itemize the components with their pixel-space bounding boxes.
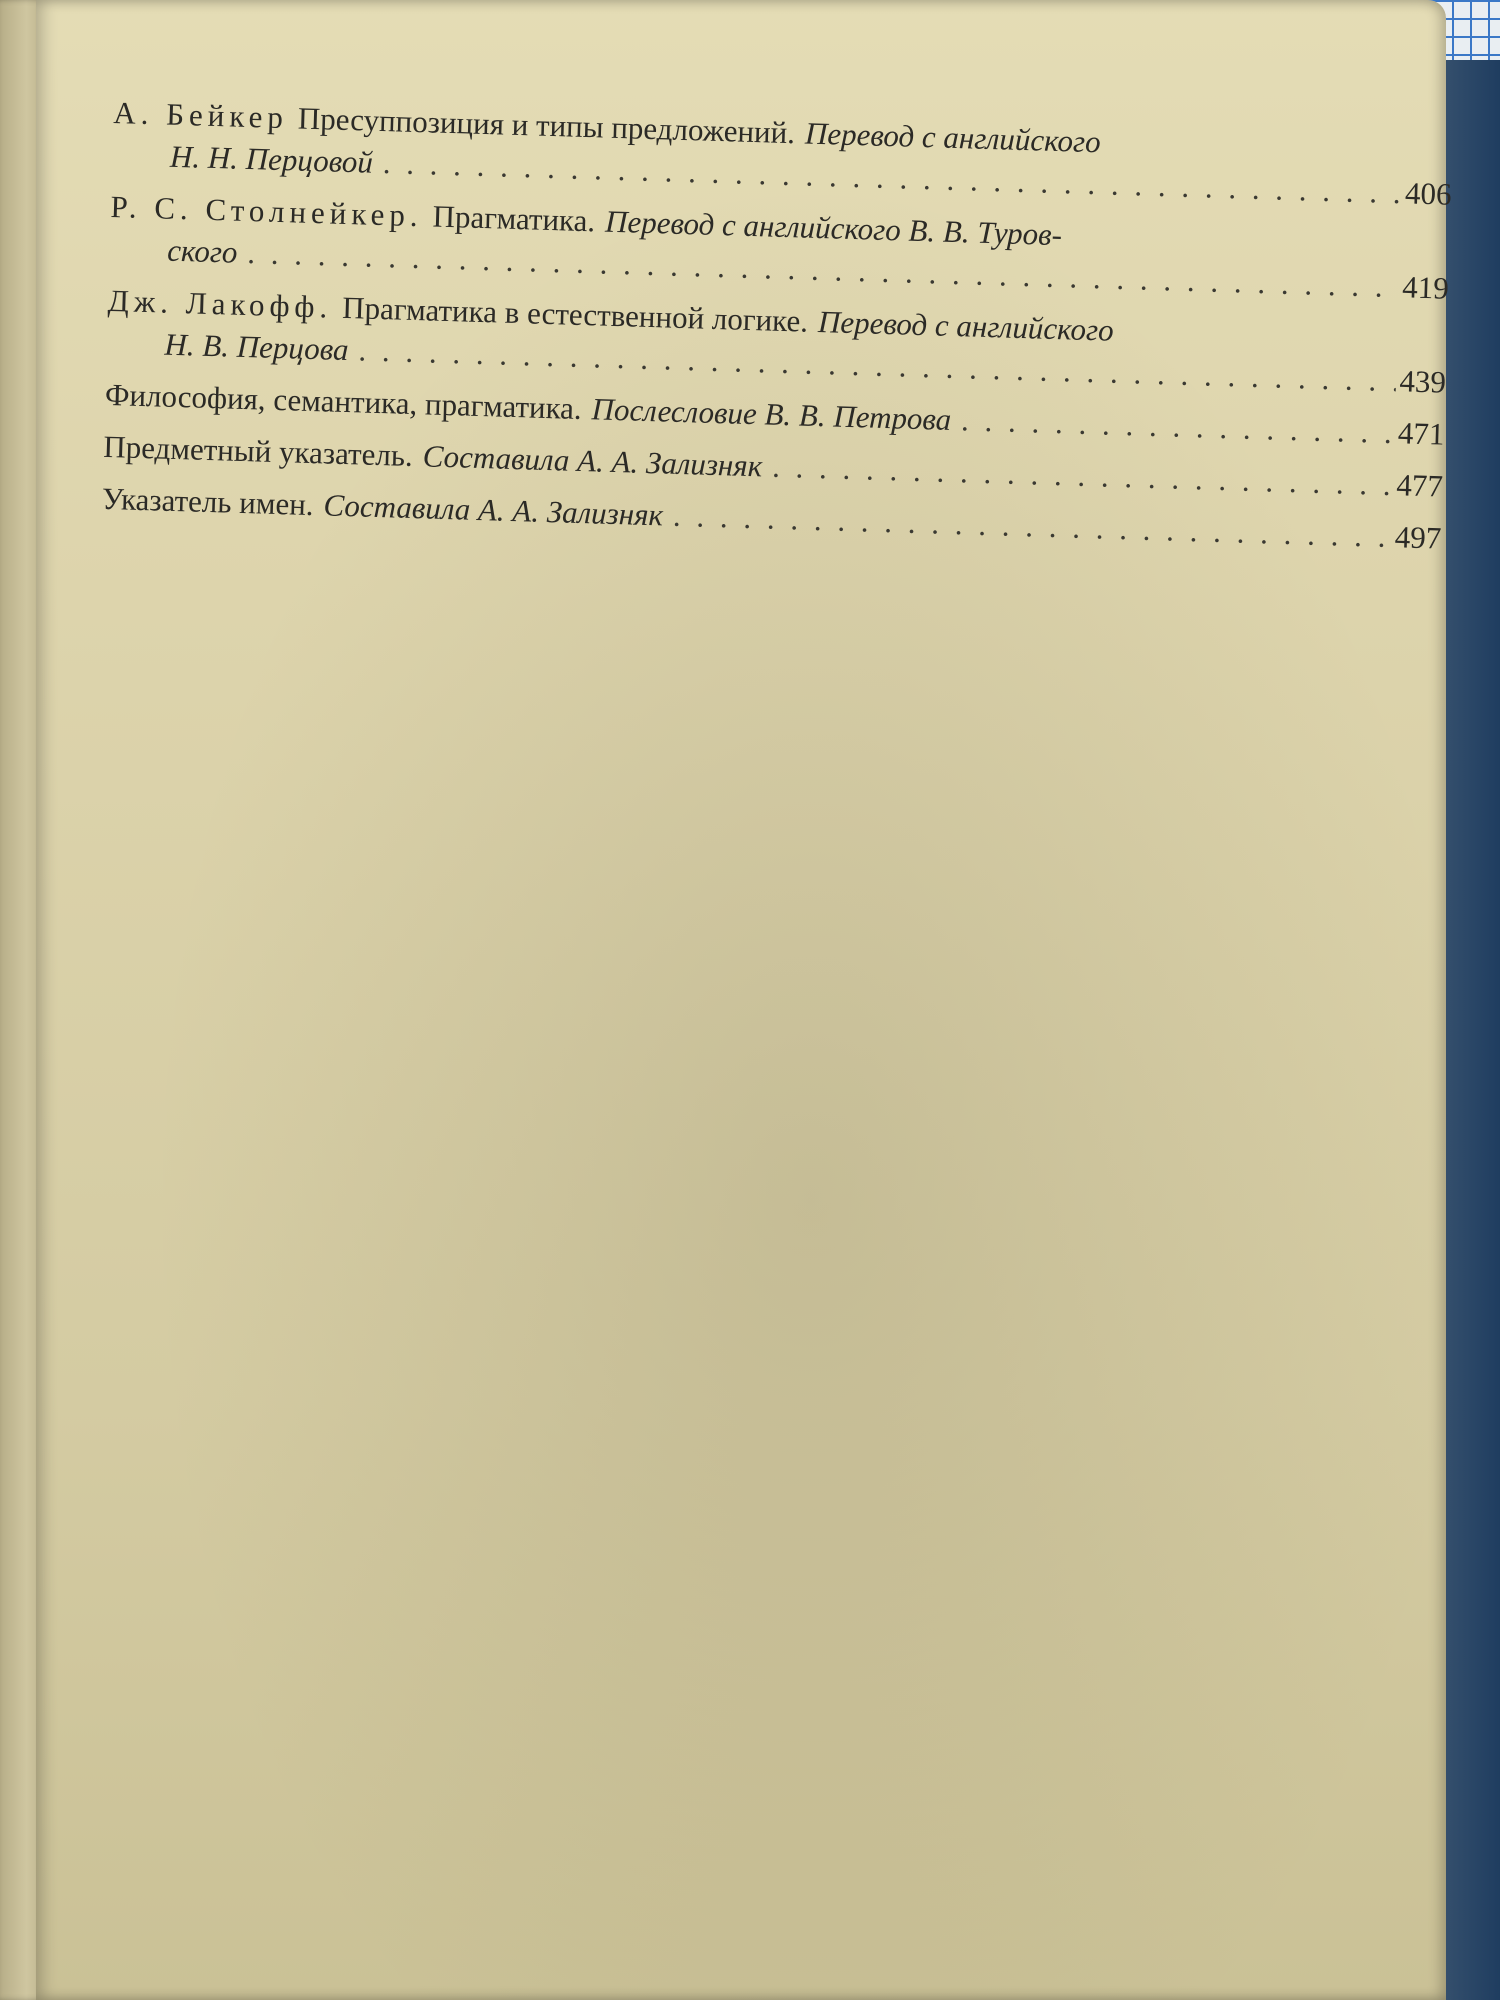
entry-page-number: 477 <box>1395 467 1444 504</box>
entry-note: Составила А. А. Зализняк <box>422 438 763 484</box>
entry-page-number: 439 <box>1398 363 1447 400</box>
entry-page-number: 471 <box>1397 415 1445 452</box>
entry-translator: Н. Н. Перцовой <box>169 138 374 180</box>
entry-title: Прагматика. <box>432 198 596 239</box>
table-of-contents <box>101 92 1453 570</box>
entry-title: Пресуппозиция и типы предложений. <box>297 100 796 151</box>
entry-title: Указатель имен. <box>101 480 315 523</box>
entry-page-number: 419 <box>1401 269 1450 306</box>
entry-translation-note: Перевод с английского В. В. Туров- <box>604 203 1063 253</box>
entry-note: Составила А. А. Зализняк <box>323 487 664 533</box>
entry-author: Р. С. Столнейкер. <box>110 188 424 234</box>
entry-author: А. Бейкер <box>112 94 289 136</box>
entry-translator: ского <box>166 232 239 270</box>
entry-title: Прагматика в естественной логике. <box>341 289 809 339</box>
book-page <box>36 0 1453 2000</box>
entry-title: Философия, семантика, прагматика. <box>104 376 583 427</box>
entry-translation-note: Перевод с английского <box>804 115 1102 160</box>
entry-author: Дж. Лакофф. <box>107 282 333 325</box>
entry-translator: Н. В. Перцова <box>164 326 350 368</box>
dot-leader <box>951 399 1395 454</box>
entry-note: Послесловие В. В. Петрова <box>591 391 952 437</box>
entry-title: Предметный указатель. <box>102 428 414 474</box>
entry-page-number: 406 <box>1404 175 1453 212</box>
entry-translation-note: Перевод с английского <box>817 303 1115 348</box>
entry-page-number: 497 <box>1394 519 1442 556</box>
dot-leader <box>762 445 1394 506</box>
dot-leader <box>662 494 1392 558</box>
